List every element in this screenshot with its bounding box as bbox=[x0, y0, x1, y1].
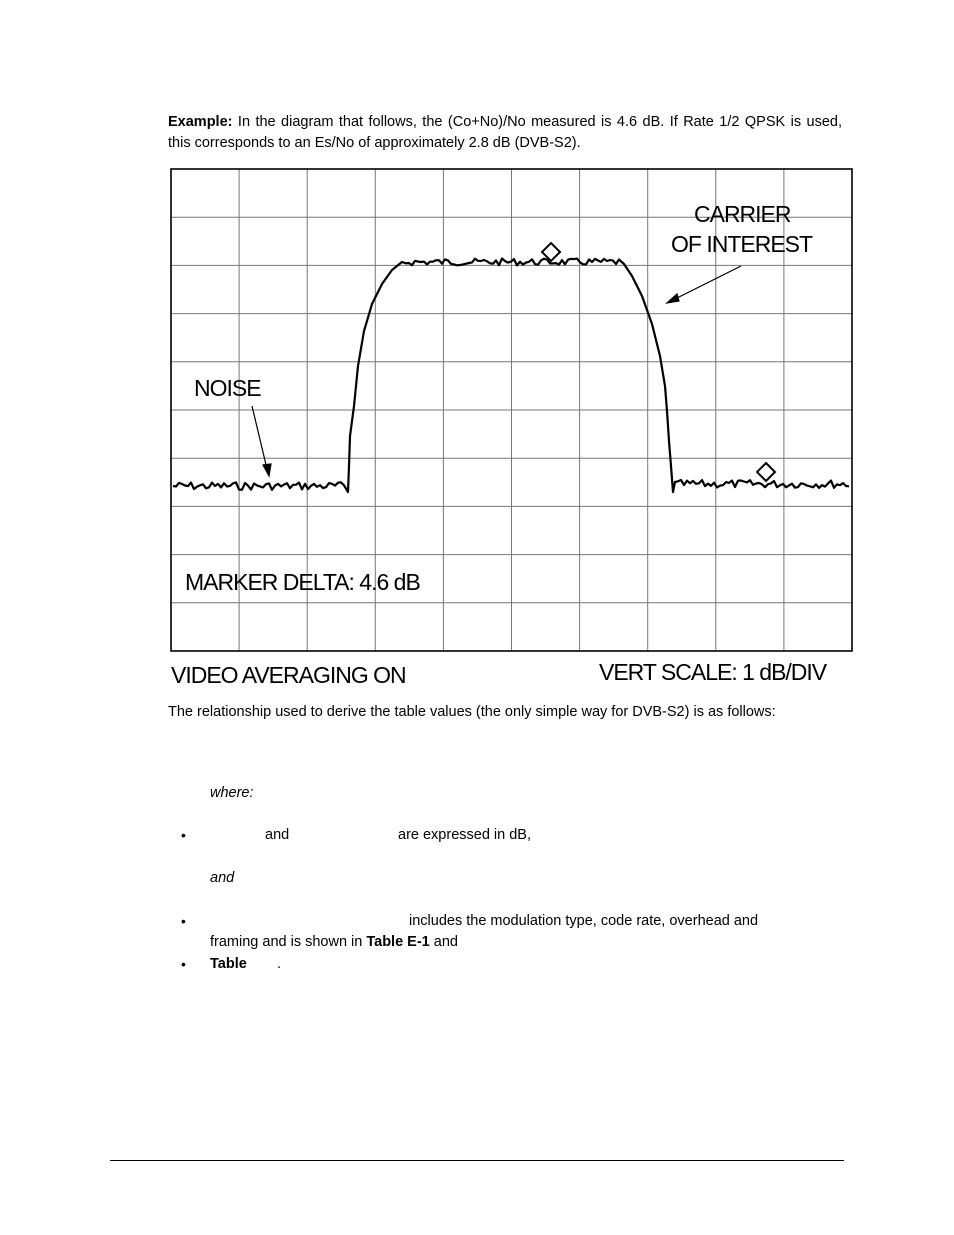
bullet-dot-icon: • bbox=[181, 956, 186, 972]
bullet2-line2-suffix: and bbox=[429, 934, 458, 950]
bullet1-rest: are expressed in dB, bbox=[398, 827, 531, 843]
example-text: In the diagram that follows, the (Co+No)/No measured is 4.6 dB. If Rate 1/2 QPSK is used, this corresponds to an Es/No of approximately 2.8 dB (DVB-S2). bbox=[168, 114, 842, 151]
noise-marker bbox=[757, 463, 775, 481]
noise-arrow bbox=[252, 406, 271, 476]
and-label: and bbox=[210, 870, 235, 886]
bullet-item-2 bbox=[0, 911, 954, 955]
bullet3-table-ref: Table bbox=[210, 956, 247, 972]
bullet-dot-icon: • bbox=[181, 913, 186, 929]
marker-delta-label: MARKER DELTA: 4.6 dB bbox=[185, 569, 420, 595]
carrier-arrow bbox=[667, 266, 741, 303]
example-label: Example: bbox=[168, 114, 233, 130]
carrier-label-line1: CARRIER bbox=[694, 201, 791, 227]
bullet1-and: and bbox=[265, 827, 290, 843]
spectrum-analyzer-figure bbox=[168, 166, 858, 691]
footer-rule bbox=[110, 1160, 844, 1161]
bullet-item-1 bbox=[0, 825, 954, 847]
noise-label: NOISE bbox=[194, 375, 261, 401]
vert-scale-label: VERT SCALE: 1 dB/DIV bbox=[599, 659, 827, 685]
bullet2-line2-prefix: framing and is shown in bbox=[210, 934, 367, 950]
bullet-item-3 bbox=[0, 954, 954, 976]
relation-text: The relationship used to derive the table values (the only simple way for DVB-S2) is as follows: bbox=[168, 704, 776, 720]
bullet2-line1: includes the modulation type, code rate, overhead and bbox=[409, 913, 759, 929]
table-e1-reference: Table E-1 bbox=[366, 934, 430, 950]
example-paragraph bbox=[168, 112, 842, 154]
video-averaging-label: VIDEO AVERAGING ON bbox=[171, 662, 406, 688]
carrier-label-line2: OF INTEREST bbox=[671, 231, 813, 257]
bullet-dot-icon: • bbox=[181, 827, 186, 843]
where-label: where: bbox=[210, 785, 254, 801]
bullet3-suffix: . bbox=[277, 956, 282, 972]
